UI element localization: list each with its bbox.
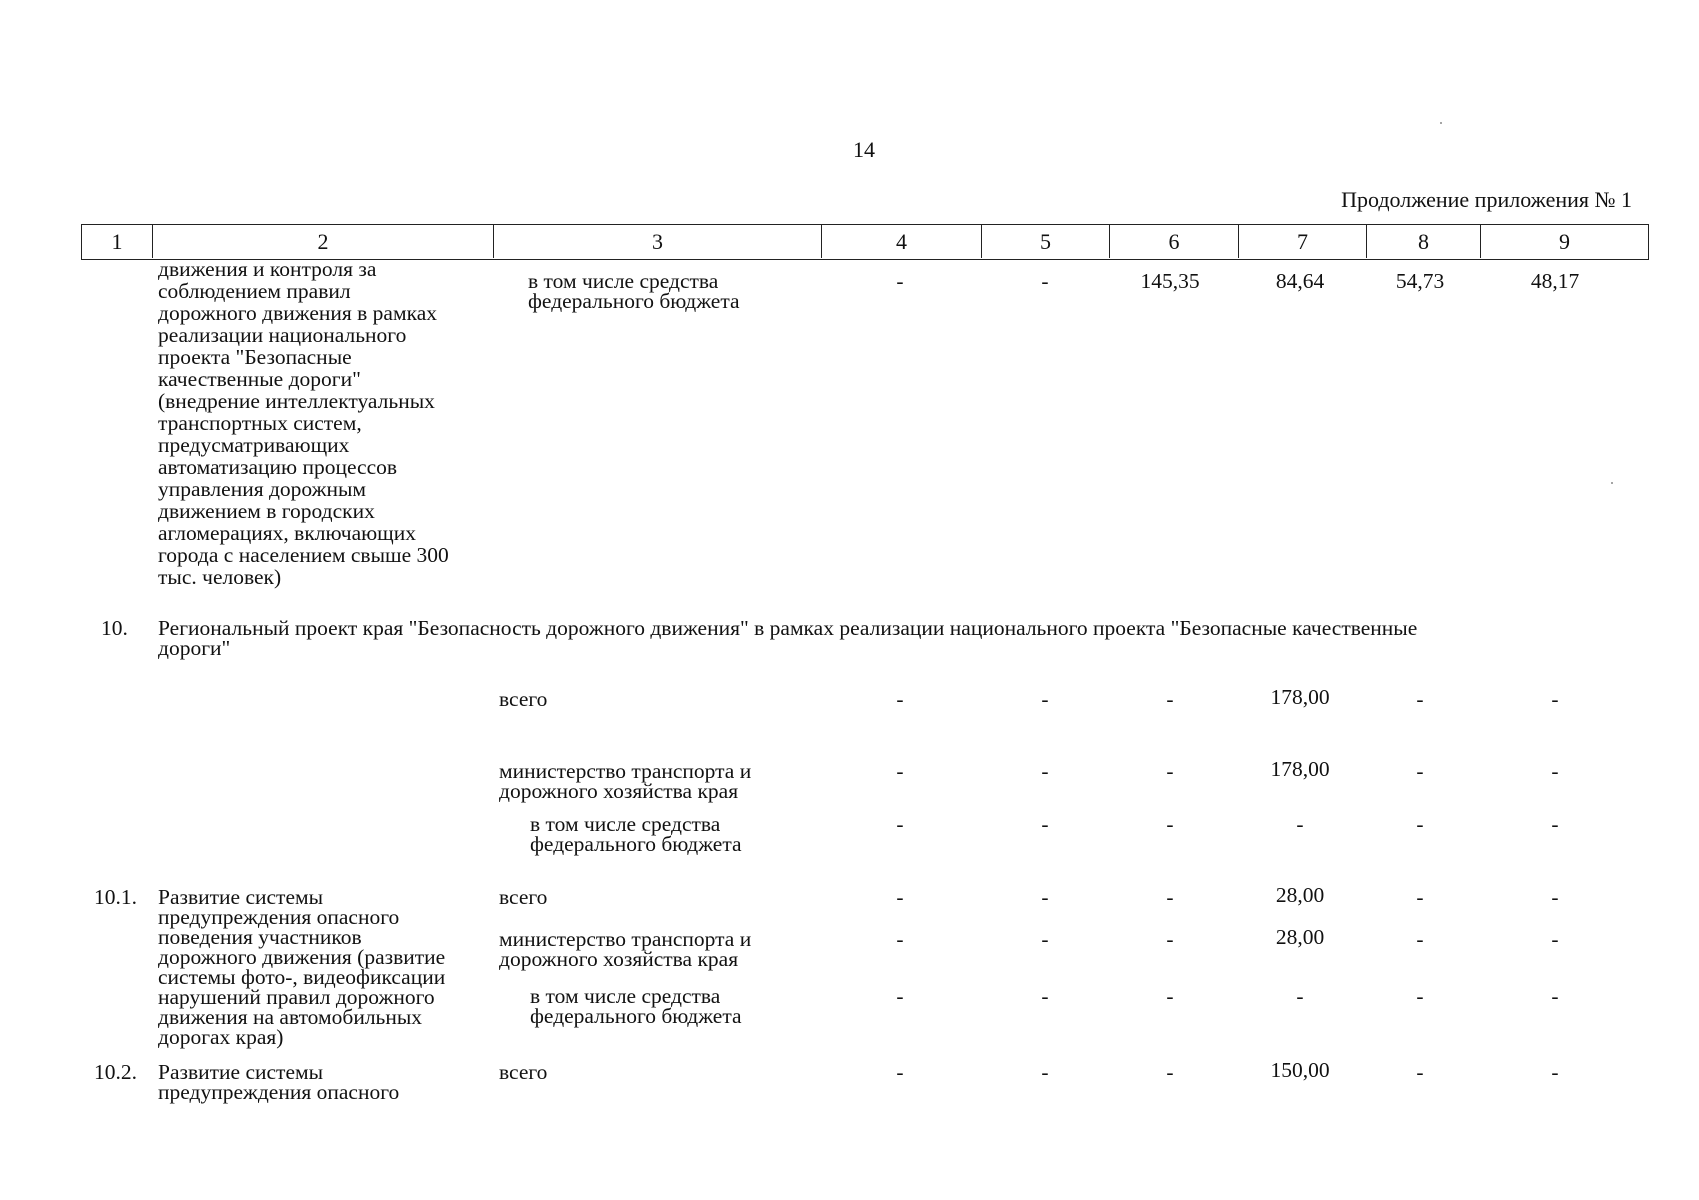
section-10-2-total-col8: - — [1416, 1060, 1424, 1084]
intro-col2-line: предусматривающих — [158, 433, 350, 457]
section-10-total-col7: 178,00 — [1270, 685, 1330, 709]
section-10-1-total-col8: - — [1416, 885, 1424, 909]
section-10-number: 10. — [101, 616, 128, 640]
section-10-1-total-col7: 28,00 — [1275, 883, 1325, 907]
section-10-2-total-label: всего — [499, 1060, 548, 1084]
intro-col4-value: - — [896, 269, 904, 293]
section-10-federal-label: в том числе средства — [530, 812, 721, 836]
section-10-ministry-col6: - — [1166, 759, 1174, 783]
intro-col2-line: агломерациях, включающих — [158, 521, 416, 545]
section-10-2-total-col5: - — [1041, 1060, 1049, 1084]
section-10-1-title-line: поведения участников — [158, 925, 362, 949]
section-10-1-federal-label: федерального бюджета — [530, 1004, 742, 1028]
section-10-1-title-line: нарушений правил дорожного — [158, 985, 435, 1009]
intro-col6-value: 145,35 — [1140, 269, 1200, 293]
scan-speck — [1440, 122, 1442, 124]
section-10-1-ministry-col5: - — [1041, 927, 1049, 951]
section-10-2-total-col7: 150,00 — [1270, 1058, 1330, 1082]
intro-col2-line: проекта "Безопасные — [158, 345, 352, 369]
header-col-9: 9 — [1559, 229, 1570, 254]
intro-col3-line: в том числе средства — [528, 269, 719, 293]
section-10-1-ministry-label: дорожного хозяйства края — [499, 947, 739, 971]
section-10-1-total-col4: - — [896, 885, 904, 909]
section-10-ministry-col9: - — [1551, 759, 1559, 783]
intro-col2-line: тыс. человек) — [158, 565, 282, 589]
section-10-total-label: всего — [499, 687, 548, 711]
header-col-6: 6 — [1110, 225, 1239, 258]
header-col-3: 3 — [494, 225, 822, 258]
section-10-1-ministry-col4: - — [896, 927, 904, 951]
section-10-1-number: 10.1. — [94, 885, 137, 909]
section-10-federal-col8: - — [1416, 812, 1424, 836]
section-10-federal-col7: - — [1296, 812, 1304, 836]
header-col-4: 4 — [822, 225, 982, 258]
intro-col5-value: - — [1041, 269, 1049, 293]
header-col-8: 8 — [1367, 225, 1481, 258]
section-10-title-line: дороги" — [158, 636, 231, 660]
intro-col2-line: движения и контроля за — [158, 257, 377, 281]
section-10-1-federal-label: в том числе средства — [530, 984, 721, 1008]
intro-col2-line: управления дорожным — [158, 477, 367, 501]
section-10-1-ministry-label: министерство транспорта и — [499, 927, 752, 951]
section-10-1-total-label: всего — [499, 885, 548, 909]
section-10-1-federal-col6: - — [1166, 984, 1174, 1008]
table-header-row — [81, 224, 1649, 260]
scan-speck — [1611, 482, 1613, 484]
intro-col2-line: (внедрение интеллектуальных — [158, 389, 435, 413]
section-10-1-federal-col8: - — [1416, 984, 1424, 1008]
section-10-2-total-col9: - — [1551, 1060, 1559, 1084]
section-10-2-title-line: предупреждения опасного — [158, 1080, 400, 1104]
section-10-federal-col5: - — [1041, 812, 1049, 836]
section-10-total-col9: - — [1551, 687, 1559, 711]
section-10-total-col6: - — [1166, 687, 1174, 711]
section-10-1-ministry-col7: 28,00 — [1275, 925, 1325, 949]
section-10-federal-col9: - — [1551, 812, 1559, 836]
intro-col2-line: города с населением свыше 300 — [158, 543, 449, 567]
section-10-federal-col4: - — [896, 812, 904, 836]
section-10-ministry-label: министерство транспорта и — [499, 759, 752, 783]
section-10-2-total-col4: - — [896, 1060, 904, 1084]
section-10-2-total-col6: - — [1166, 1060, 1174, 1084]
section-10-ministry-label: дорожного хозяйства края — [499, 779, 739, 803]
intro-col8-value: 54,73 — [1395, 269, 1445, 293]
header-col-2: 2 — [153, 225, 494, 258]
intro-col2-line: движением в городских — [158, 499, 375, 523]
section-10-1-ministry-col6: - — [1166, 927, 1174, 951]
section-10-1-title-line: предупреждения опасного — [158, 905, 400, 929]
intro-col9-value: 48,17 — [1530, 269, 1580, 293]
section-10-total-col4: - — [896, 687, 904, 711]
section-10-1-title-line: дорожного движения (развитие — [158, 945, 446, 969]
intro-col2-line: транспортных систем, — [158, 411, 362, 435]
section-10-title-line: Региональный проект края "Безопасность дорожного движения" в рамках реализации национального проекта "Безопасные качественные — [158, 616, 1418, 640]
intro-col2-line: автоматизацию процессов — [158, 455, 398, 479]
section-10-2-number: 10.2. — [94, 1060, 137, 1084]
section-10-ministry-col8: - — [1416, 759, 1424, 783]
section-10-ministry-col4: - — [896, 759, 904, 783]
header-col-5: 5 — [982, 225, 1110, 258]
section-10-2-title-line: Развитие системы — [158, 1060, 324, 1084]
continuation-title: Продолжение приложения № 1 — [1341, 187, 1632, 212]
section-10-ministry-col7: 178,00 — [1270, 757, 1330, 781]
section-10-federal-label: федерального бюджета — [530, 832, 742, 856]
section-10-1-total-col9: - — [1551, 885, 1559, 909]
section-10-total-col5: - — [1041, 687, 1049, 711]
intro-col2-line: качественные дороги" — [158, 367, 361, 391]
page-number: 14 — [853, 137, 875, 162]
section-10-1-title-line: системы фото-, видеофиксации — [158, 965, 446, 989]
intro-col3-line: федерального бюджета — [528, 289, 740, 313]
section-10-1-federal-col9: - — [1551, 984, 1559, 1008]
intro-col7-value: 84,64 — [1275, 269, 1325, 293]
section-10-1-ministry-col9: - — [1551, 927, 1559, 951]
section-10-1-title-line: Развитие системы — [158, 885, 324, 909]
section-10-1-federal-col5: - — [1041, 984, 1049, 1008]
intro-col2-line: соблюдением правил — [158, 279, 351, 303]
intro-col2-line: реализации национального — [158, 323, 407, 347]
section-10-1-ministry-col8: - — [1416, 927, 1424, 951]
section-10-1-federal-col7: - — [1296, 984, 1304, 1008]
section-10-ministry-col5: - — [1041, 759, 1049, 783]
section-10-1-federal-col4: - — [896, 984, 904, 1008]
section-10-1-total-col5: - — [1041, 885, 1049, 909]
intro-col2-line: дорожного движения в рамках — [158, 301, 437, 325]
header-col-1: 1 — [82, 225, 153, 258]
section-10-total-col8: - — [1416, 687, 1424, 711]
section-10-1-title-line: дорогах края) — [158, 1025, 284, 1049]
section-10-1-title-line: движения на автомобильных — [158, 1005, 423, 1029]
section-10-1-total-col6: - — [1166, 885, 1174, 909]
header-col-7: 7 — [1239, 225, 1367, 258]
section-10-federal-col6: - — [1166, 812, 1174, 836]
